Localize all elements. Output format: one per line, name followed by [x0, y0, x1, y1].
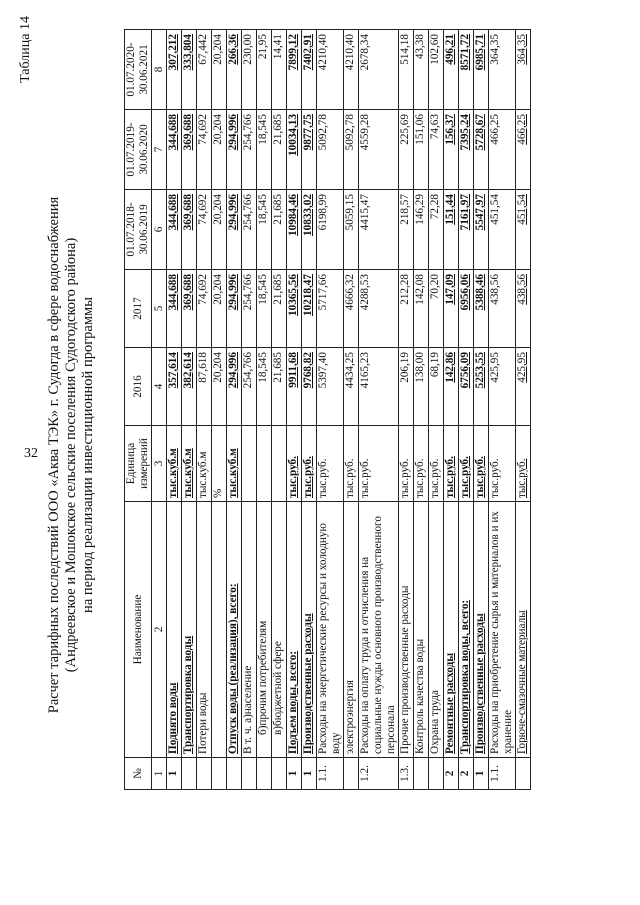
row-number-cell — [429, 758, 444, 790]
value-cell: 67,442 — [197, 30, 212, 110]
value-cell: 10034,13 — [287, 110, 302, 190]
value-cell: 5253,55 — [474, 348, 489, 426]
value-cell: 4415,47 — [359, 190, 399, 270]
value-cell: 254,766 — [242, 110, 257, 190]
value-cell: 2678,34 — [359, 30, 399, 110]
row-name-cell: электроэнергия — [344, 502, 359, 758]
value-cell: 10833,02 — [302, 190, 317, 270]
value-cell: 425,95 — [516, 348, 531, 426]
table-label: Таблица 14 — [18, 16, 33, 83]
value-cell: 8571,72 — [459, 30, 474, 110]
unit-cell: тыс.руб. — [429, 426, 444, 502]
value-cell: 466,25 — [516, 110, 531, 190]
value-cell: 230,00 — [242, 30, 257, 110]
row-number-cell — [272, 758, 287, 790]
row-number-cell — [516, 758, 531, 790]
value-cell: 138,00 — [414, 348, 429, 426]
value-cell: 294,996 — [227, 270, 242, 348]
row-name-cell: Подъем воды, всего: — [287, 502, 302, 758]
value-cell: 9911,68 — [287, 348, 302, 426]
table-row — [489, 30, 516, 790]
value-cell: 5059,15 — [344, 190, 359, 270]
row-number-cell — [344, 758, 359, 790]
row-number-cell: 1.1. — [317, 758, 344, 790]
row-number-cell — [257, 758, 272, 790]
column-number: 1 — [152, 758, 167, 790]
value-cell: 21,685 — [272, 348, 287, 426]
table-row — [414, 30, 429, 790]
value-cell: 87,618 — [197, 348, 212, 426]
value-cell: 7899,12 — [287, 30, 302, 110]
row-name-cell: Производственные расходы — [302, 502, 317, 758]
table-row — [212, 30, 227, 790]
value-cell: 364,35 — [516, 30, 531, 110]
value-cell: 9877,75 — [302, 110, 317, 190]
value-cell: 294,996 — [227, 110, 242, 190]
value-cell: 5547,97 — [474, 190, 489, 270]
row-name-cell: Производственные расходы — [474, 502, 489, 758]
value-cell: 294,996 — [227, 348, 242, 426]
value-cell: 357,614 — [167, 348, 182, 426]
value-cell: 20,204 — [212, 190, 227, 270]
value-cell: 4288,53 — [359, 270, 399, 348]
row-number-cell: 1.3. — [399, 758, 414, 790]
row-name-cell: Расходы на приобретение сырья и материалов и их хранение — [489, 502, 516, 758]
value-cell: 147,09 — [444, 270, 459, 348]
table-row — [317, 30, 344, 790]
value-cell: 451,54 — [516, 190, 531, 270]
value-cell: 5397,40 — [317, 348, 344, 426]
table-row — [272, 30, 287, 790]
value-cell: 294,996 — [227, 190, 242, 270]
column-number: 5 — [152, 270, 167, 348]
value-cell: 344,688 — [167, 190, 182, 270]
unit-cell: тыс.руб. — [344, 426, 359, 502]
row-number-cell: 1 — [302, 758, 317, 790]
value-cell: 142,08 — [414, 270, 429, 348]
table-row — [344, 30, 359, 790]
column-number: 4 — [152, 348, 167, 426]
value-cell: 382,614 — [182, 348, 197, 426]
column-number: 6 — [152, 190, 167, 270]
value-cell: 6198,99 — [317, 190, 344, 270]
row-number-cell: 2 — [459, 758, 474, 790]
value-cell: 10218,47 — [302, 270, 317, 348]
value-cell: 156,37 — [444, 110, 459, 190]
value-cell: 438,56 — [489, 270, 516, 348]
value-cell: 369,688 — [182, 190, 197, 270]
value-cell: 74,692 — [197, 270, 212, 348]
tariff-table — [124, 29, 531, 790]
unit-cell: тыс.руб. — [444, 426, 459, 502]
header-row — [125, 30, 152, 790]
value-cell: 68,19 — [429, 348, 444, 426]
table-body — [167, 30, 531, 790]
value-cell: 254,766 — [242, 270, 257, 348]
value-cell: 74,63 — [429, 110, 444, 190]
row-number-cell — [242, 758, 257, 790]
value-cell: 369,688 — [182, 270, 197, 348]
row-number-cell: 1 — [474, 758, 489, 790]
row-number-cell — [212, 758, 227, 790]
value-cell: 20,204 — [212, 110, 227, 190]
value-cell: 10365,56 — [287, 270, 302, 348]
title-line-1: Расчет тарифных последствий ООО «Аква ТЭК» г. Судогда в сфере водоснабжения — [46, 196, 62, 714]
unit-cell — [257, 426, 272, 502]
row-number-cell — [182, 758, 197, 790]
value-cell: 151,44 — [444, 190, 459, 270]
value-cell: 254,766 — [242, 190, 257, 270]
row-name-cell: Контроль качества воды — [414, 502, 429, 758]
value-cell: 7161,97 — [459, 190, 474, 270]
row-name-cell: Транспортировка воды — [182, 502, 197, 758]
unit-cell: тыс.куб.м — [167, 426, 182, 502]
value-cell: 466,25 — [489, 110, 516, 190]
value-cell: 21,685 — [272, 110, 287, 190]
title-line-3: на период реализации инвестиционной программы — [80, 297, 96, 613]
row-name-cell: Поднято воды — [167, 502, 182, 758]
value-cell: 70,20 — [429, 270, 444, 348]
value-cell: 4165,23 — [359, 348, 399, 426]
unit-cell: тыс.руб. — [489, 426, 516, 502]
value-cell: 20,204 — [212, 348, 227, 426]
value-cell: 20,204 — [212, 30, 227, 110]
unit-cell: тыс.руб. — [459, 426, 474, 502]
value-cell: 5092,78 — [317, 110, 344, 190]
row-name-cell: Расходы на энергетические ресурсы и холодную воду — [317, 502, 344, 758]
value-cell: 344,688 — [167, 270, 182, 348]
value-cell: 5717,66 — [317, 270, 344, 348]
row-name-cell: б)прочим потребителям — [257, 502, 272, 758]
value-cell: 142,86 — [444, 348, 459, 426]
title-line-2: (Андреевское и Мошокское сельские поселения Судогодского района) — [63, 237, 79, 673]
value-cell: 4210,40 — [344, 30, 359, 110]
value-cell: 218,57 — [399, 190, 414, 270]
value-cell: 514,18 — [399, 30, 414, 110]
value-cell: 18,545 — [257, 110, 272, 190]
value-cell: 72,28 — [429, 190, 444, 270]
column-number: 2 — [152, 502, 167, 758]
value-cell: 225,69 — [399, 110, 414, 190]
value-cell: 18,545 — [257, 270, 272, 348]
table-row — [444, 30, 459, 790]
table-row — [182, 30, 197, 790]
value-cell: 14,41 — [272, 30, 287, 110]
unit-cell: тыс.руб. — [516, 426, 531, 502]
table-row — [287, 30, 302, 790]
column-number: 7 — [152, 110, 167, 190]
table-row — [227, 30, 242, 790]
unit-cell: тыс.руб. — [302, 426, 317, 502]
unit-cell — [242, 426, 257, 502]
value-cell: 21,685 — [272, 270, 287, 348]
value-cell: 438,56 — [516, 270, 531, 348]
row-name-cell: Потери воды — [197, 502, 212, 758]
value-cell: 4210,40 — [317, 30, 344, 110]
value-cell: 364,35 — [489, 30, 516, 110]
page-number: 32 — [24, 446, 38, 461]
unit-cell: % — [212, 426, 227, 502]
header-cell: № — [125, 758, 152, 790]
value-cell: 43,38 — [414, 30, 429, 110]
table-row — [399, 30, 414, 790]
value-cell: 266,36 — [227, 30, 242, 110]
value-cell: 74,692 — [197, 110, 212, 190]
header-cell: Наименование — [125, 502, 152, 758]
table-row — [474, 30, 489, 790]
table-row — [516, 30, 531, 790]
value-cell: 74,692 — [197, 190, 212, 270]
header-cell: 01.07.2019-30.06.2020 — [125, 110, 152, 190]
unit-cell: тыс.руб. — [474, 426, 489, 502]
row-name-cell — [212, 502, 227, 758]
table-row — [429, 30, 444, 790]
value-cell: 4559,28 — [359, 110, 399, 190]
row-name-cell: Транспортировка воды, всего: — [459, 502, 474, 758]
value-cell: 18,545 — [257, 190, 272, 270]
value-cell: 4434,25 — [344, 348, 359, 426]
table-row — [302, 30, 317, 790]
unit-cell: тыс.руб. — [317, 426, 344, 502]
table-row — [167, 30, 182, 790]
row-number-cell: 1.1. — [489, 758, 516, 790]
unit-cell: тыс.руб. — [287, 426, 302, 502]
row-name-cell: Ремонтные расходы — [444, 502, 459, 758]
table-row — [359, 30, 399, 790]
document-title — [46, 155, 97, 755]
row-name-cell: Охрана труда — [429, 502, 444, 758]
value-cell: 4666,32 — [344, 270, 359, 348]
value-cell: 151,06 — [414, 110, 429, 190]
value-cell: 254,766 — [242, 348, 257, 426]
value-cell: 6756,09 — [459, 348, 474, 426]
value-cell: 212,28 — [399, 270, 414, 348]
table-row — [257, 30, 272, 790]
header-cell: 01.07.2020-30.06.2021 — [125, 30, 152, 110]
unit-cell: тыс.руб. — [399, 426, 414, 502]
value-cell: 102,60 — [429, 30, 444, 110]
row-name-cell: Горюче-смазочные материалы — [516, 502, 531, 758]
value-cell: 425,95 — [489, 348, 516, 426]
value-cell: 6985,71 — [474, 30, 489, 110]
header-cell: 01.07.2018-30.06.2019 — [125, 190, 152, 270]
value-cell: 21,95 — [257, 30, 272, 110]
row-name-cell: в)бюджетной сфере — [272, 502, 287, 758]
column-number: 8 — [152, 30, 167, 110]
value-cell: 307,212 — [167, 30, 182, 110]
header-cell: Единица измерений — [125, 426, 152, 502]
row-name-cell: В т. ч. а)население — [242, 502, 257, 758]
table-row — [242, 30, 257, 790]
value-cell: 369,688 — [182, 110, 197, 190]
value-cell: 10984,46 — [287, 190, 302, 270]
unit-cell: тыс.куб.м — [197, 426, 212, 502]
value-cell: 21,685 — [272, 190, 287, 270]
row-name-cell: Расходы на оплату труда и отчисления на социальные нужды основного производственного персонала — [359, 502, 399, 758]
row-name-cell: Прочие производственные расходы — [399, 502, 414, 758]
unit-cell: тыс.куб.м — [182, 426, 197, 502]
value-cell: 146,29 — [414, 190, 429, 270]
row-number-cell — [197, 758, 212, 790]
unit-cell: тыс.руб. — [359, 426, 399, 502]
value-cell: 7402,91 — [302, 30, 317, 110]
row-number-cell: 1 — [287, 758, 302, 790]
header-cell: 2017 — [125, 270, 152, 348]
value-cell: 7395,24 — [459, 110, 474, 190]
row-number-cell: 1 — [167, 758, 182, 790]
row-number-cell — [227, 758, 242, 790]
header-number-row — [152, 30, 167, 790]
value-cell: 5388,46 — [474, 270, 489, 348]
value-cell: 344,688 — [167, 110, 182, 190]
table-row — [197, 30, 212, 790]
unit-cell: тыс.куб.м — [227, 426, 242, 502]
row-number-cell — [414, 758, 429, 790]
value-cell: 206,19 — [399, 348, 414, 426]
value-cell: 333,804 — [182, 30, 197, 110]
row-name-cell: Отпуск воды (реализация), всего: — [227, 502, 242, 758]
row-number-cell: 1.2. — [359, 758, 399, 790]
row-number-cell: 2 — [444, 758, 459, 790]
value-cell: 6956,06 — [459, 270, 474, 348]
value-cell: 496,21 — [444, 30, 459, 110]
value-cell: 5092,78 — [344, 110, 359, 190]
value-cell: 5728,67 — [474, 110, 489, 190]
column-number: 3 — [152, 426, 167, 502]
unit-cell: тыс.руб. — [414, 426, 429, 502]
value-cell: 20,204 — [212, 270, 227, 348]
value-cell: 451,54 — [489, 190, 516, 270]
table-row — [459, 30, 474, 790]
value-cell: 18,545 — [257, 348, 272, 426]
unit-cell — [272, 426, 287, 502]
value-cell: 9768,82 — [302, 348, 317, 426]
header-cell: 2016 — [125, 348, 152, 426]
